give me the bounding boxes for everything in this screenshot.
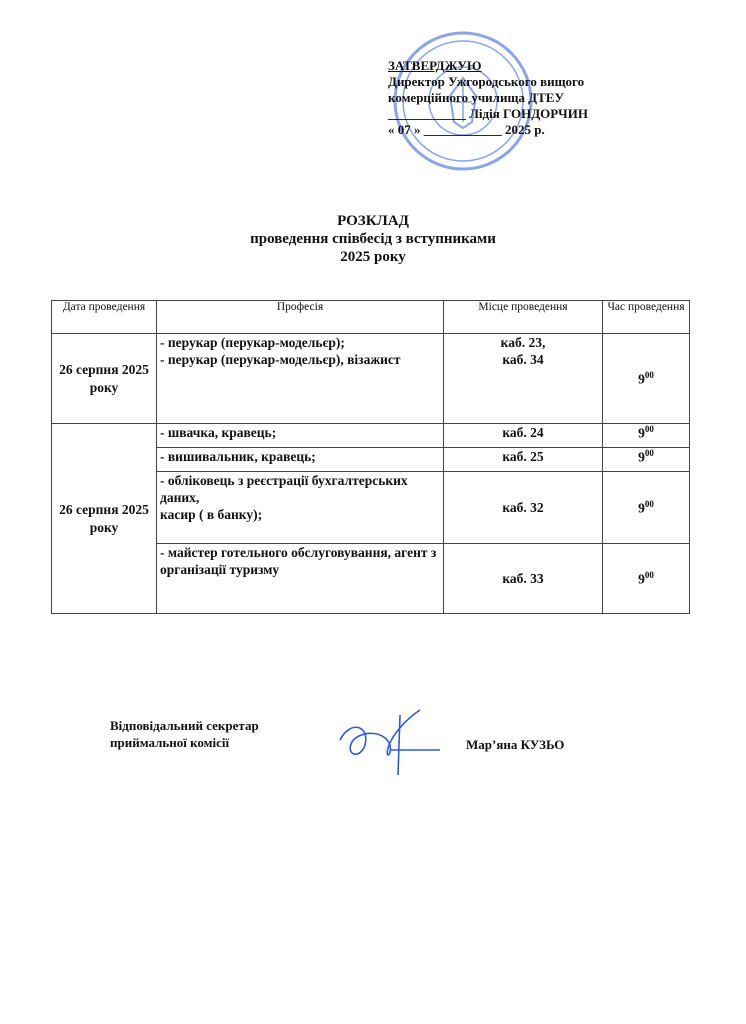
table-row <box>52 334 690 424</box>
cell-profession: - перукар (перукар-модельєр); - перукар (перукар-модельєр), візажист <box>157 334 444 424</box>
cell-time <box>603 472 690 544</box>
cell-profession: - швачка, кравець; <box>157 424 444 448</box>
cell-place: каб. 24 <box>444 424 603 448</box>
time-minutes: 00 <box>644 424 654 434</box>
time-minutes: 00 <box>644 569 654 580</box>
header-date: Дата проведення <box>52 301 157 334</box>
time-hour: 9 <box>638 425 645 441</box>
time-minutes: 00 <box>644 448 654 458</box>
handwritten-signature <box>330 700 440 780</box>
schedule-title: РОЗКЛАД <box>337 213 409 229</box>
table-row <box>52 424 690 448</box>
secretary-role-line-2: приймальної комісії <box>110 735 230 750</box>
time-hour: 9 <box>638 500 645 516</box>
cell-place: каб. 25 <box>444 448 603 472</box>
time-minutes: 00 <box>644 498 654 509</box>
cell-place: каб. 32 <box>444 472 603 544</box>
table-header-row <box>52 301 690 334</box>
cell-time <box>603 448 690 472</box>
approval-line-2: комерційного училища ДТЕУ <box>388 90 564 105</box>
schedule-subtitle: проведення співбесід з вступниками <box>250 231 496 247</box>
header-time: Час проведення <box>603 301 690 334</box>
cell-profession: - обліковець з реєстрації бухгалтерських даних, касир ( в банку); <box>157 472 444 544</box>
secretary-role-line-1: Відповідальний секретар <box>110 718 259 733</box>
schedule-year: 2025 року <box>340 249 406 265</box>
header-place: Місце проведення <box>444 301 603 334</box>
time-hour: 9 <box>638 371 645 387</box>
secretary-name: Мар’яна КУЗЬО <box>466 737 565 752</box>
cell-profession: - майстер готельного обслуговування, агент з організації туризму <box>157 544 444 614</box>
time-hour: 9 <box>638 449 645 465</box>
time-hour: 9 <box>638 571 645 587</box>
schedule-table <box>51 300 690 614</box>
cell-time <box>603 424 690 448</box>
time-minutes: 00 <box>644 369 654 380</box>
cell-place: каб. 23, каб. 34 <box>444 334 603 424</box>
cell-profession: - вишивальник, кравець; <box>157 448 444 472</box>
cell-date: 26 серпня 2025 року <box>52 334 157 424</box>
cell-time <box>603 334 690 424</box>
header-profession: Професія <box>157 301 444 334</box>
approval-line-4: « 07 » ____________ 2025 р. <box>388 122 545 137</box>
cell-place: каб. 33 <box>444 544 603 614</box>
approval-line-3: ____________ Лідія ГОНДОРЧИН <box>388 106 588 121</box>
cell-date: 26 серпня 2025 року <box>52 424 157 614</box>
cell-time <box>603 544 690 614</box>
approval-block <box>388 58 688 138</box>
approval-title: ЗАТВЕРДЖУЮ <box>388 58 482 73</box>
approval-line-1: Директор Ужгородського вищого <box>388 74 585 89</box>
